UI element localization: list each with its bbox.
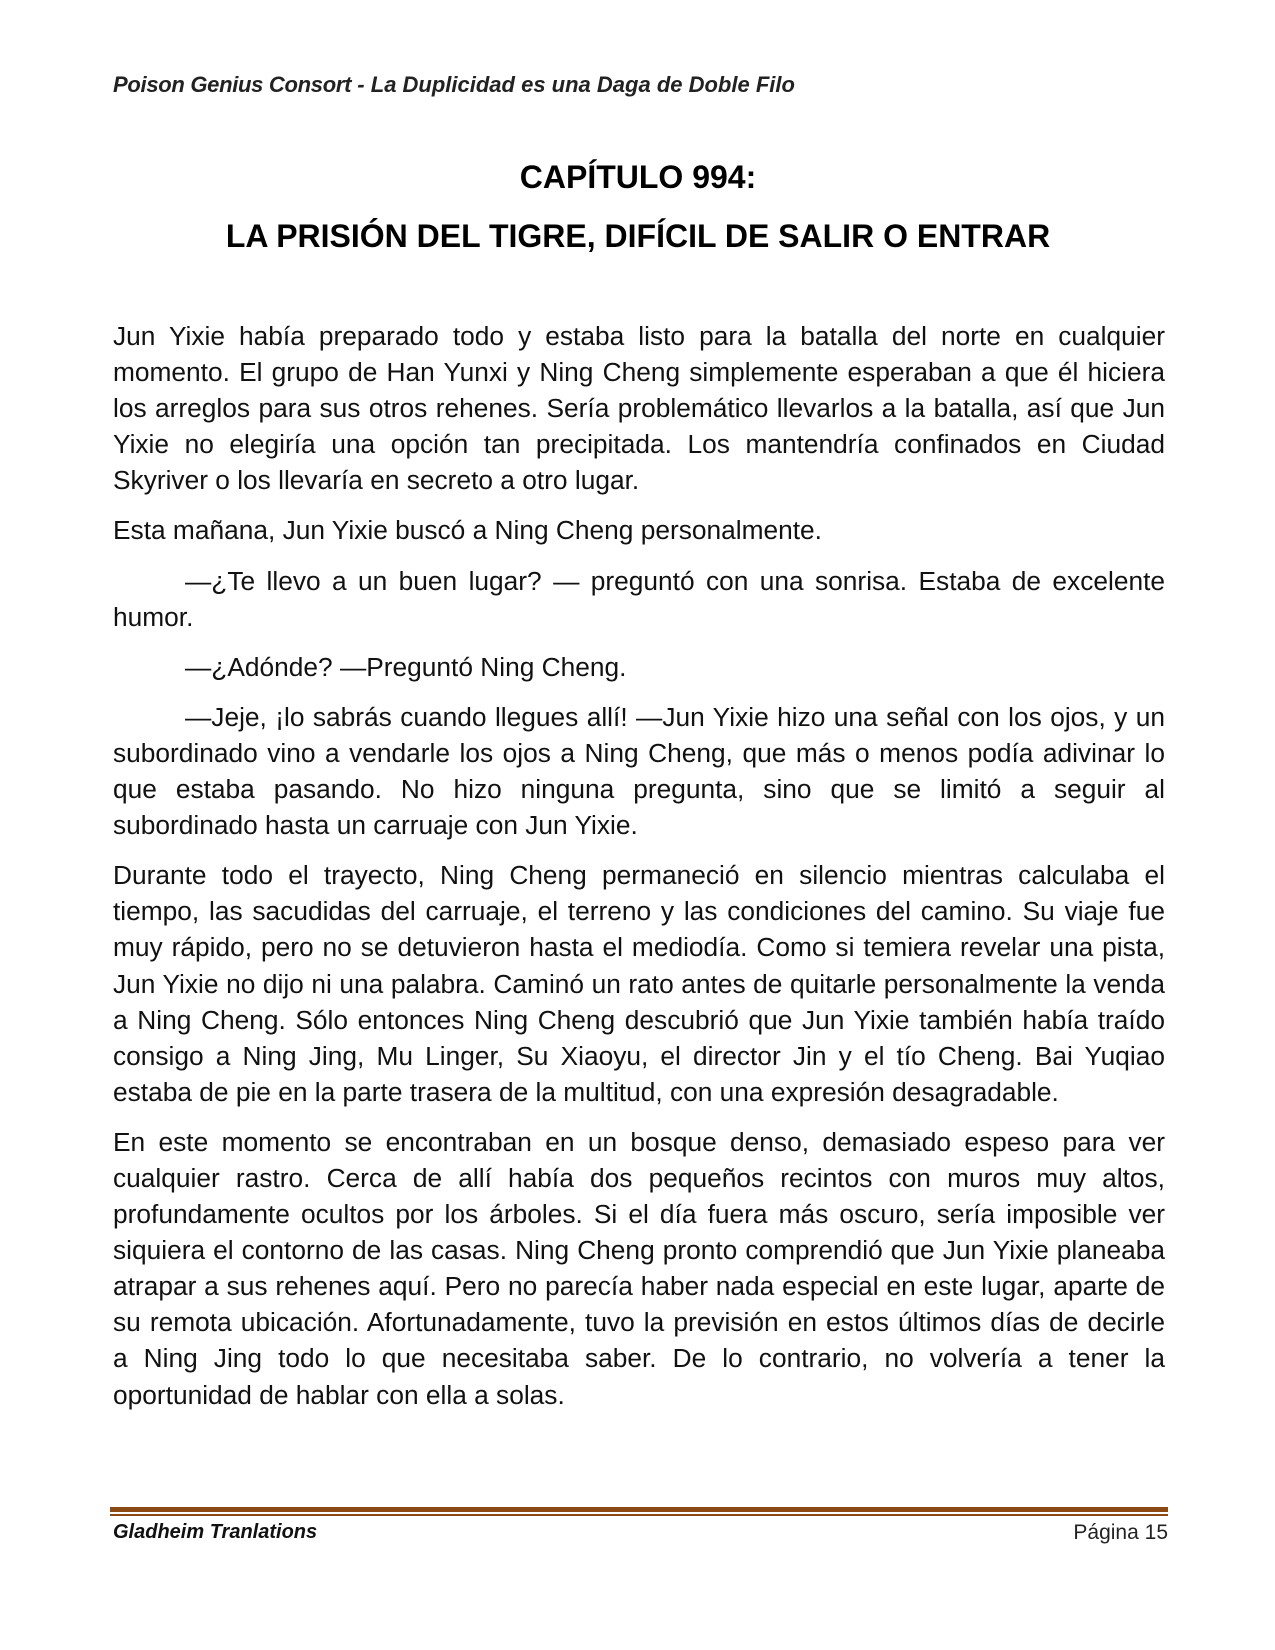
paragraph: Jun Yixie había preparado todo y estaba listo para la batalla del norte en cualquier momento. El grupo de Han Yunxi y Ning Cheng simplemente esperaban a que él hiciera los arreglos para sus otros rehenes. Sería problemático llevarlos a la batalla, así que Jun Yixie no elegiría una opción tan precipitada. Los mantendría confinados en Ciudad Skyriver o los llevaría en secreto a otro lugar. [113, 321, 1165, 496]
volume-title: La Duplicidad es una Daga de Doble Filo [370, 72, 795, 97]
series-title: Poison Genius Consort [113, 72, 352, 97]
page-number-footer [1073, 1521, 1168, 1545]
chapter-number: CAPÍTULO 994: [519, 159, 757, 195]
paragraph: En este momento se encontraban en un bosque denso, demasiado espeso para ver cualquier rastro. Cerca de allí había dos pequeños recintos con muros muy altos, profundamente ocultos por los árboles. Si el día fuera más oscuro, sería imposible ver siquiera el contorno de las casas. Ning Cheng pronto comprendió que Jun Yixie planeaba atrapar a sus rehenes aquí. Pero no parecía haber nada especial en este lugar, aparte de su remota ubicación. Afortunadamente, tuvo la previsión en estos últimos días de decirle a Ning Jing todo lo que necesitaba saber. De lo contrario, no volvería a tener la oportunidad de hablar con ella a solas. [113, 1126, 1165, 1410]
dialogue-paragraph: —¿Adónde? —Preguntó Ning Cheng. [185, 651, 627, 682]
chapter-title: LA PRISIÓN DEL TIGRE, DIFÍCIL DE SALIR O ENTRAR [225, 218, 1051, 254]
dialogue-paragraph: —Jeje, ¡lo sabrás cuando llegues allí! —Jun Yixie hizo una señal con los ojos, y un subordinado vino a vendarle los ojos a Ning Cheng, que más o menos podía adivinar lo que estaba pasando. No hizo ninguna pregunta, sino que se limitó a seguir al subordinado hasta un carruaje con Jun Yixie. [113, 701, 1165, 841]
paragraph: Durante todo el trayecto, Ning Cheng permaneció en silencio mientras calculaba el tiempo, las sacudidas del carruaje, el terreno y las condiciones del camino. Su viaje fue muy rápido, pero no se detuvieron hasta el mediodía. Como si temiera revelar una pista, Jun Yixie no dijo ni una palabra. Caminó un rato antes de quitarle personalmente la venda a Ning Cheng. Sólo entonces Ning Cheng descubrió que Jun Yixie también había traído consigo a Ning Jing, Mu Linger, Su Xiaoyu, el director Jin y el tío Cheng. Bai Yuqiao estaba de pie en la parte trasera de la multitud, con una expresión desagradable. [113, 860, 1165, 1107]
footer-rule-thick [110, 1507, 1168, 1512]
header-separator: - [357, 72, 365, 97]
chapter-heading [113, 148, 1163, 266]
paragraph: Esta mañana, Jun Yixie buscó a Ning Cheng personalmente. [113, 515, 822, 546]
footer-publisher: Gladheim Tranlations [113, 1521, 318, 1543]
footer-rule-thin [110, 1514, 1168, 1516]
running-header [113, 72, 795, 98]
page-label: Página [1073, 1521, 1139, 1544]
chapter-body [113, 318, 1165, 1427]
page-number: 15 [1144, 1521, 1168, 1544]
dialogue-paragraph: —¿Te llevo a un buen lugar? — preguntó con una sonrisa. Estaba de excelente humor. [113, 565, 1165, 632]
